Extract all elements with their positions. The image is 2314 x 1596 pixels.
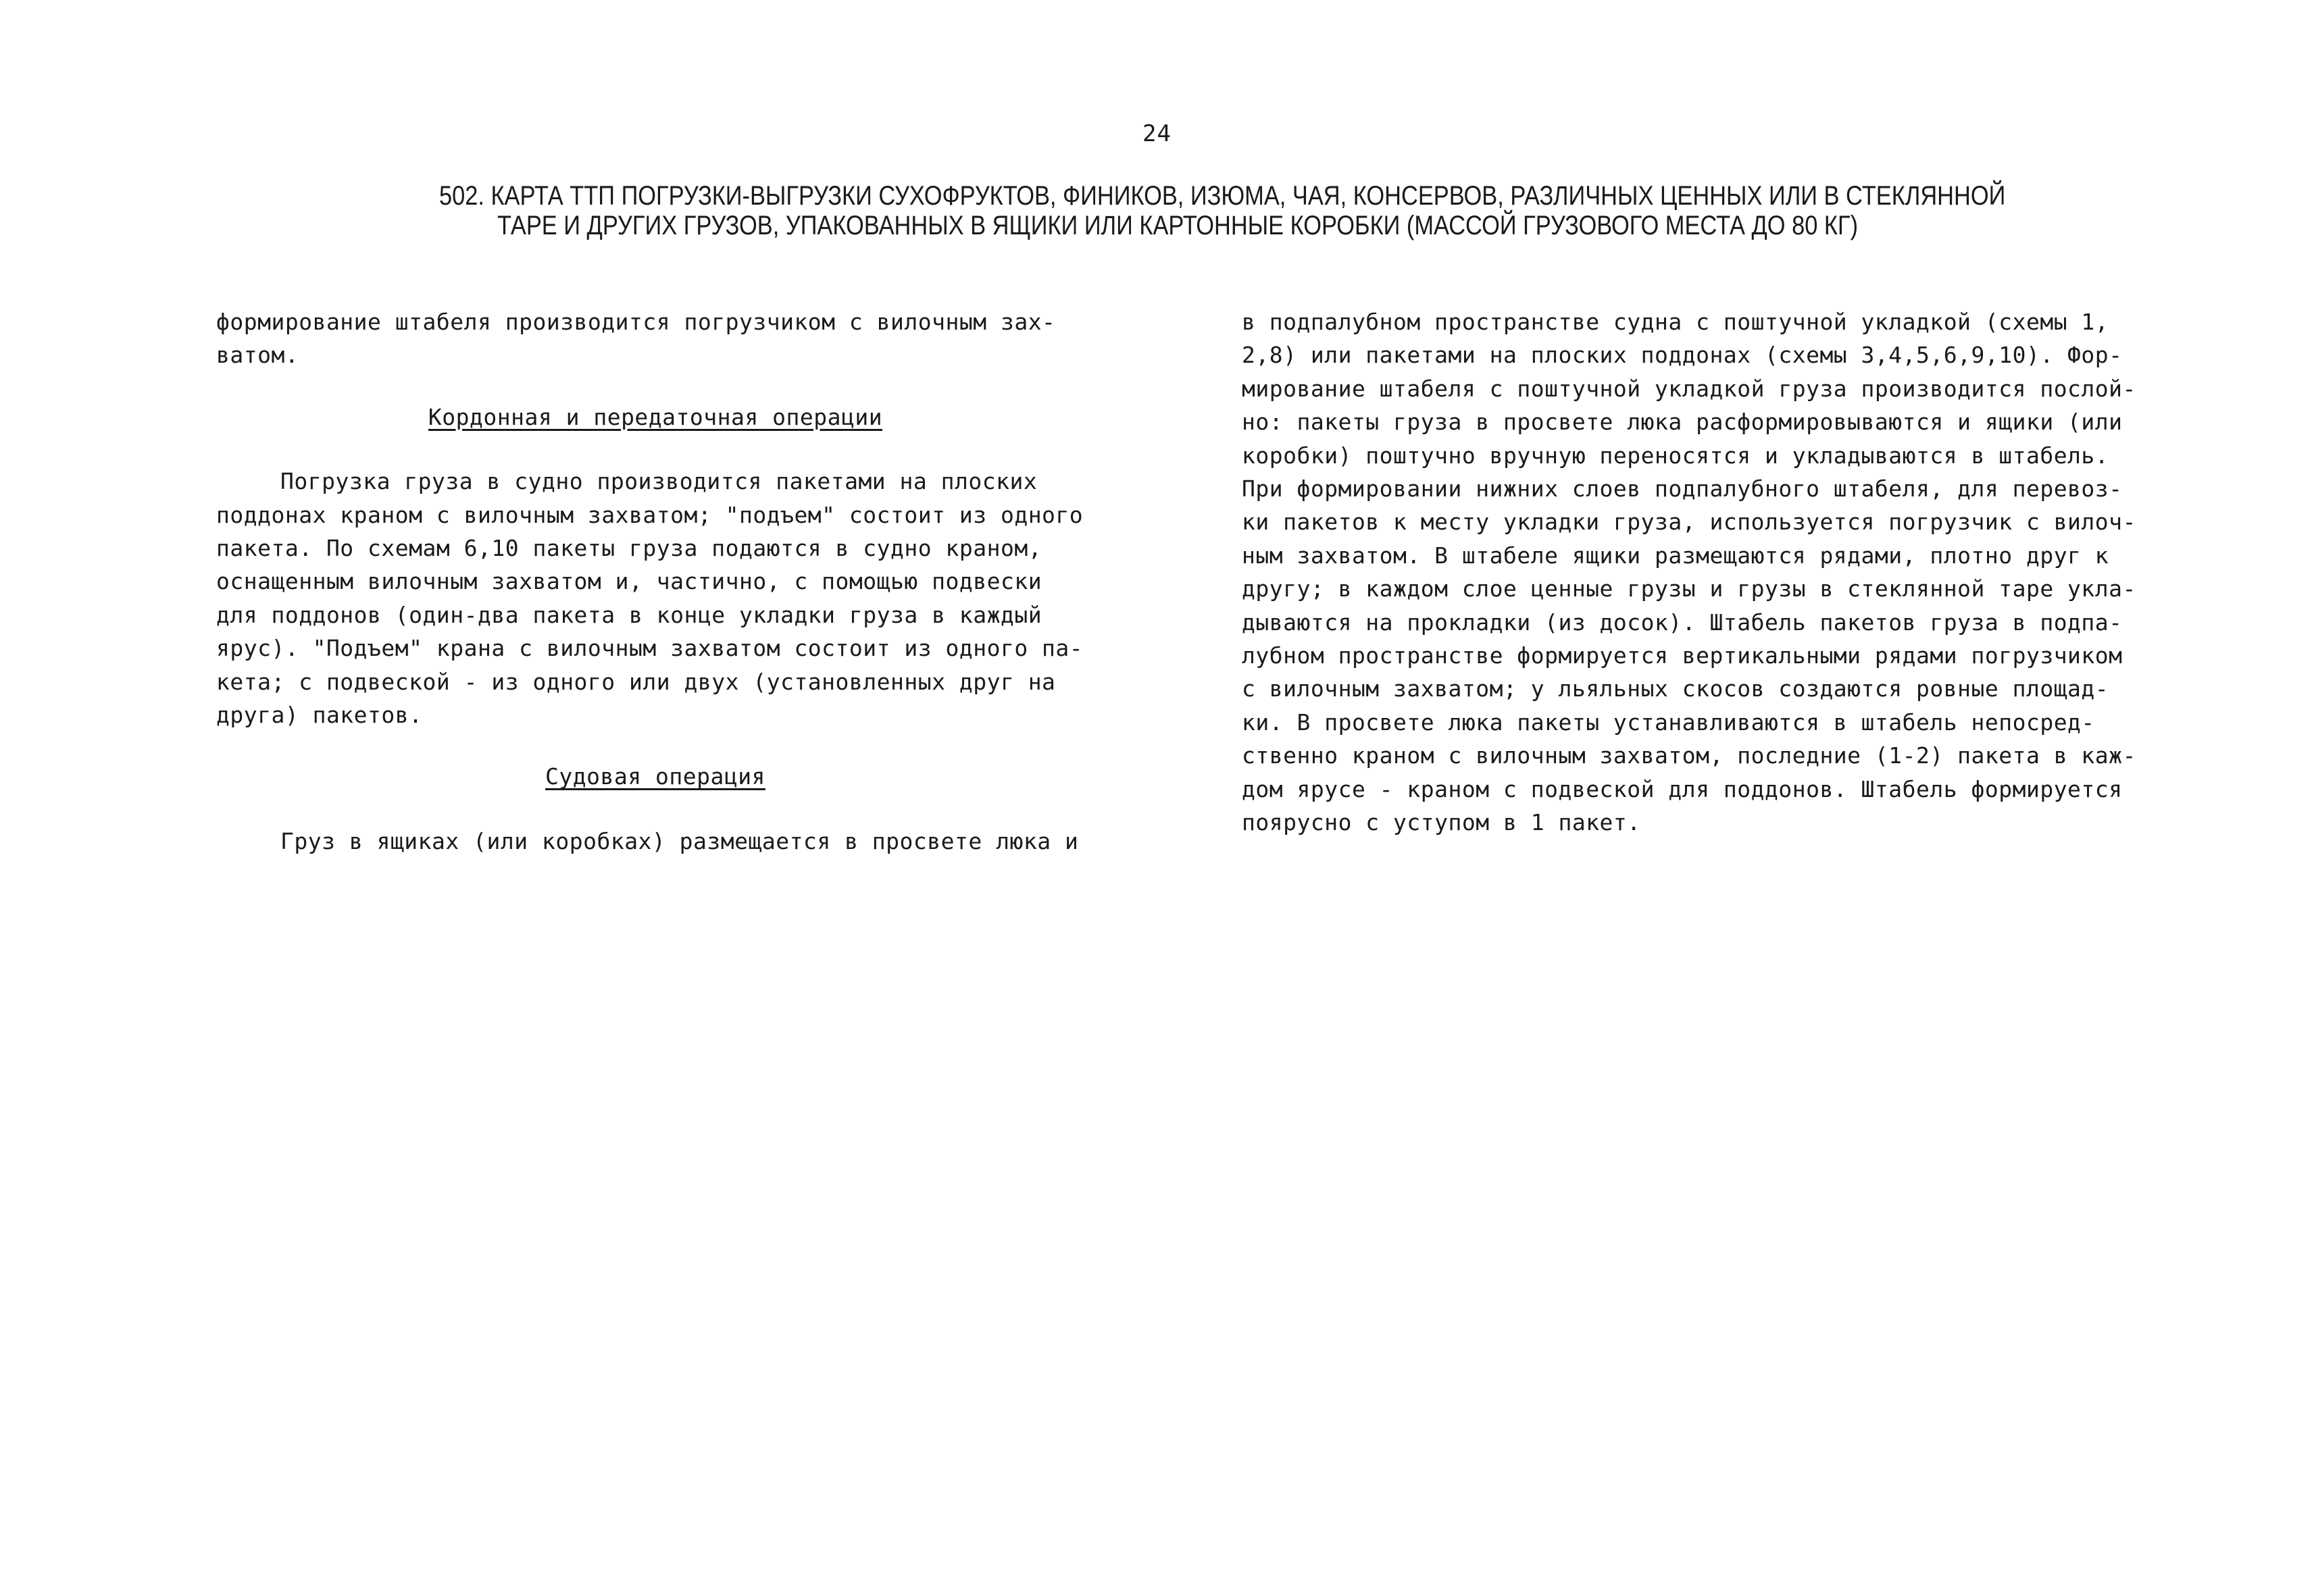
text-line: кета; с подвеской - из одного или двух (установленных друг на: [216, 668, 1056, 695]
text-line: При формировании нижних слоев подпалубного штабеля, для перевоз-: [1242, 475, 2123, 503]
text-line: пакета. По схемам 6,10 пакеты груза подаются в судно краном,: [216, 535, 1042, 562]
left-column: [216, 305, 1095, 858]
text-line: коробки) поштучно вручную переносятся и укладываются в штабель.: [1242, 442, 2109, 469]
page-number: 24: [1142, 120, 1172, 147]
text-line: Груз в ящиках (или коробках) размещается в просвете люка и: [280, 827, 1079, 854]
section-heading-ship-operation: Судовая операция: [545, 763, 765, 790]
text-line: оснащенным вилочным захватом и, частично, с помощью подвески: [216, 568, 1042, 595]
text-line: дываются на прокладки (из досок). Штабель пакетов груза в подпа-: [1242, 609, 2123, 636]
text-line: ватом.: [216, 342, 299, 369]
section-heading-cordon-transfer: Кордонная и передаточная операции: [428, 403, 883, 430]
text-line: 2,8) или пакетами на плоских поддонах (схемы 3,4,5,6,9,10). Фор-: [1242, 342, 2123, 369]
text-line: но: пакеты груза в просвете люка расформировываются и ящики (или: [1242, 409, 2123, 436]
text-line: дом ярусе - краном с подвеской для поддонов. Штабель формируется: [1242, 775, 2123, 802]
document-title-line-1: 502. КАРТА ТТП ПОГРУЗКИ-ВЫГРУЗКИ СУХОФРУКТОВ, ФИНИКОВ, ИЗЮМА, ЧАЯ, КОНСЕРВОВ, РАЗЛИЧНЫХ ЦЕННЫХ ИЛИ В СТЕКЛЯННОЙ: [439, 181, 2006, 211]
text-line: лубном пространстве формируется вертикальными рядами погрузчиком: [1242, 642, 2123, 669]
text-line: друга) пакетов.: [216, 702, 423, 729]
text-line: ки пакетов к месту укладки груза, используется погрузчик с вилоч-: [1242, 509, 2136, 536]
right-column: [1242, 305, 2134, 840]
text-line: другу; в каждом слое ценные грузы и грузы в стеклянной таре укла-: [1242, 575, 2136, 602]
text-line: формирование штабеля производится погрузчиком с вилочным зах-: [216, 309, 1056, 335]
text-line: Погрузка груза в судно производится пакетами на плоских: [280, 468, 1038, 495]
text-line: поярусно с уступом в 1 пакет.: [1242, 809, 1641, 836]
text-line: для поддонов (один-два пакета в конце укладки груза в каждый: [216, 601, 1042, 628]
text-line: ки. В просвете люка пакеты устанавливаются в штабель непосред-: [1242, 709, 2095, 736]
text-line: поддонах краном с вилочным захватом; "подъем" состоит из одного: [216, 501, 1084, 528]
text-line: ярус). "Подъем" крана с вилочным захватом состоит из одного па-: [216, 635, 1084, 662]
text-line: ственно краном с вилочным захватом, последние (1-2) пакета в каж-: [1242, 742, 2136, 769]
document-title: [439, 181, 2006, 240]
text-line: в подпалубном пространстве судна с поштучной укладкой (схемы 1,: [1242, 309, 2109, 335]
document-title-line-2: ТАРЕ И ДРУГИХ ГРУЗОВ, УПАКОВАННЫХ В ЯЩИКИ ИЛИ КАРТОННЫЕ КОРОБКИ (МАССОЙ ГРУЗОВОГО МЕСТА ДО 80 КГ): [497, 211, 1859, 240]
text-line: ным захватом. В штабеле ящики размещаются рядами, плотно друг к: [1242, 542, 2109, 569]
text-line: мирование штабеля с поштучной укладкой груза производится послой-: [1242, 375, 2136, 402]
text-line: с вилочным захватом; у льяльных скосов создаются ровные площад-: [1242, 675, 2109, 702]
